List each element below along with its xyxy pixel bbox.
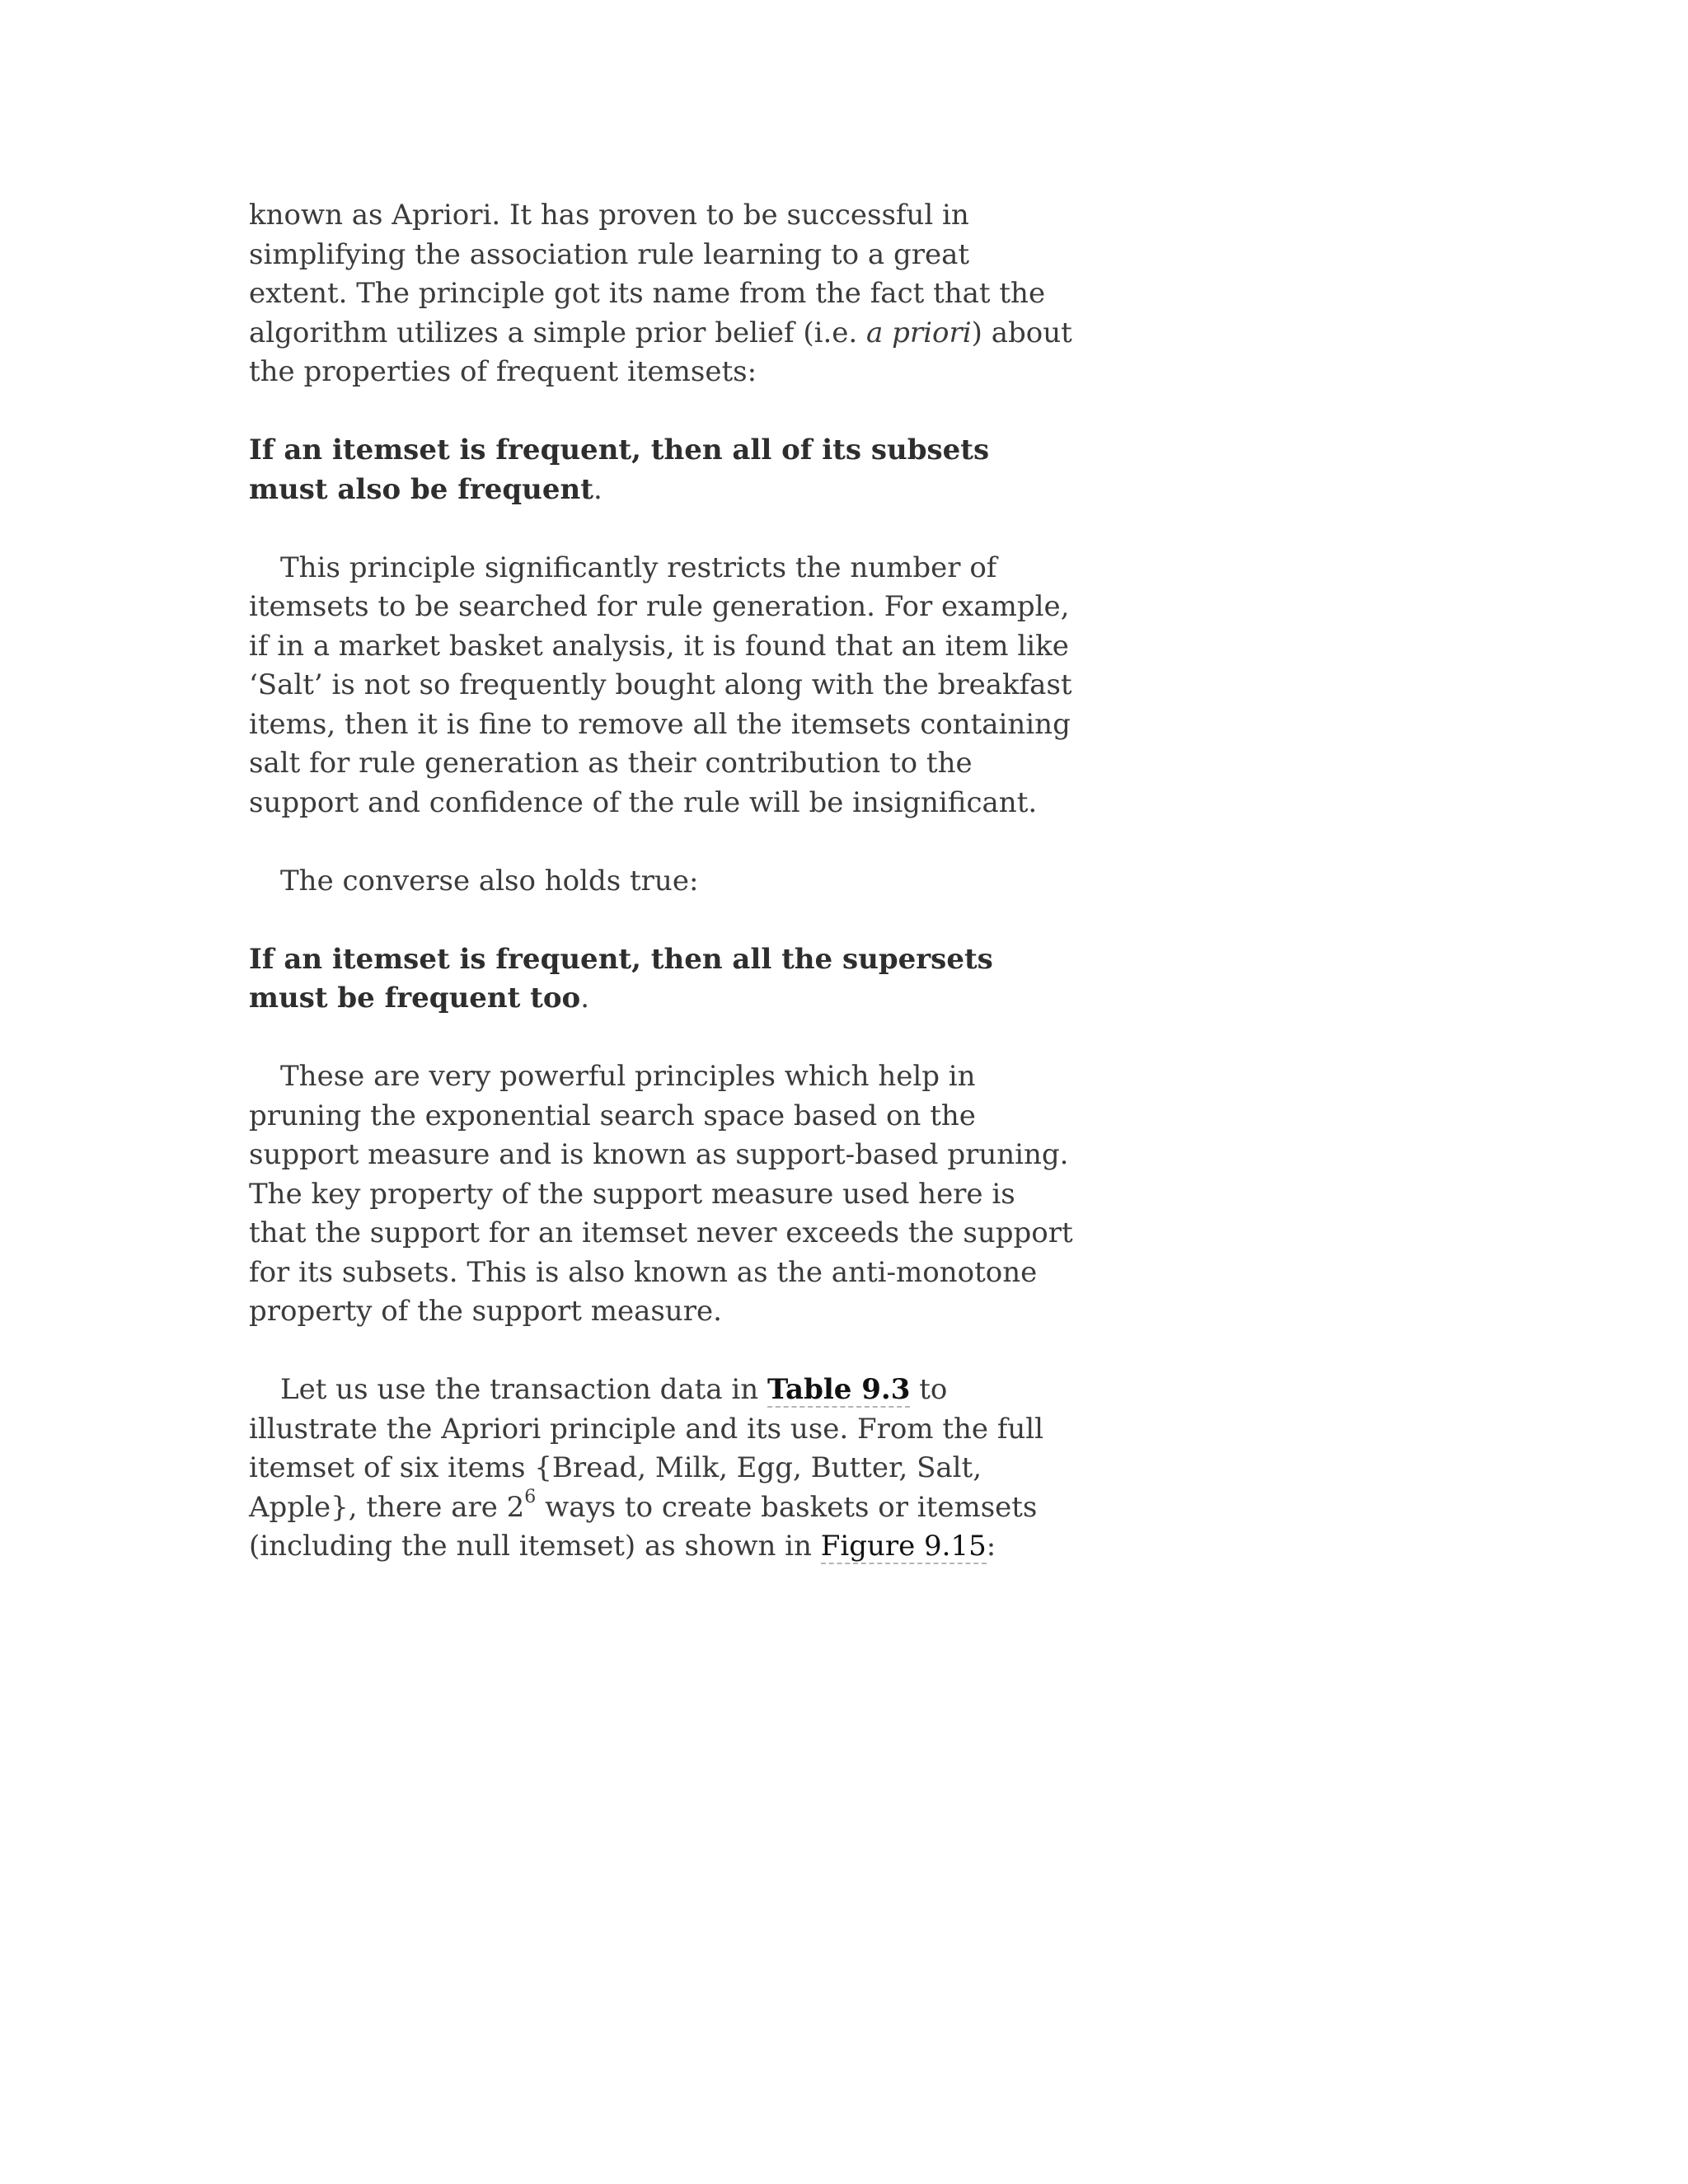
intro-text: known as Apriori. It has proven to be successful in simplifying the association rule learning to a great extent. The principle got its name from the fact that the algorithm utilizes a simple prior belief (i.e.	[249, 199, 1046, 349]
principle-subsets-period: .	[593, 472, 603, 506]
paragraph-apriori-intro	[249, 196, 1073, 392]
transaction-text-1: Let us use the transaction data in	[280, 1373, 767, 1406]
intro-text-end: ) about the properties of frequent itemsets:	[249, 316, 1072, 388]
figure-9-15-link[interactable]: Figure 9.15	[820, 1530, 987, 1563]
principle-subsets-bold: If an itemset is frequent, then all of its subsets must also be frequent	[249, 434, 990, 506]
transaction-text-3: ways to create baskets or itemsets (including the null itemset) as shown in	[249, 1490, 1038, 1563]
principle-supersets-period: .	[580, 982, 590, 1015]
paragraph-converse: The converse also holds true:	[280, 864, 699, 898]
transaction-text-2: to illustrate the Apriori principle and its use. From the full itemset of six items {Bread, Milk, Egg, Butter, Salt, Apple}, there are 2	[249, 1373, 1044, 1524]
paragraph-pruning: These are very powerful principles which help in pruning the exponential search space based on the support measure and is known as support-based pruning. The key property of the support measure used here is that the support for an itemset never exceeds the support for its subsets. This is also known as the anti-monotone property of the support measure.	[249, 1060, 1073, 1328]
document-page	[249, 196, 1073, 1567]
principle-supersets	[249, 940, 1073, 1019]
paragraph-restricts: This principle significantly restricts the number of itemsets to be searched for rule generation. For example, if in a market basket analysis, it is found that an item like ‘Salt’ is not so frequently bought along with the breakfast items, then it is fine to remove all the itemsets containing salt for rule generation as their contribution to the support and confidence of the rule will be insignificant.	[249, 551, 1072, 819]
table-9-3-link[interactable]: Table 9.3	[767, 1373, 911, 1406]
principle-supersets-bold: If an itemset is frequent, then all the supersets must be frequent too	[249, 942, 993, 1015]
a-priori-italic: a priori	[866, 316, 972, 349]
paragraph-transaction-data	[249, 1371, 1073, 1567]
exponent-six: 6	[524, 1487, 537, 1508]
principle-subsets	[249, 431, 1073, 509]
transaction-text-4: :	[986, 1530, 996, 1563]
